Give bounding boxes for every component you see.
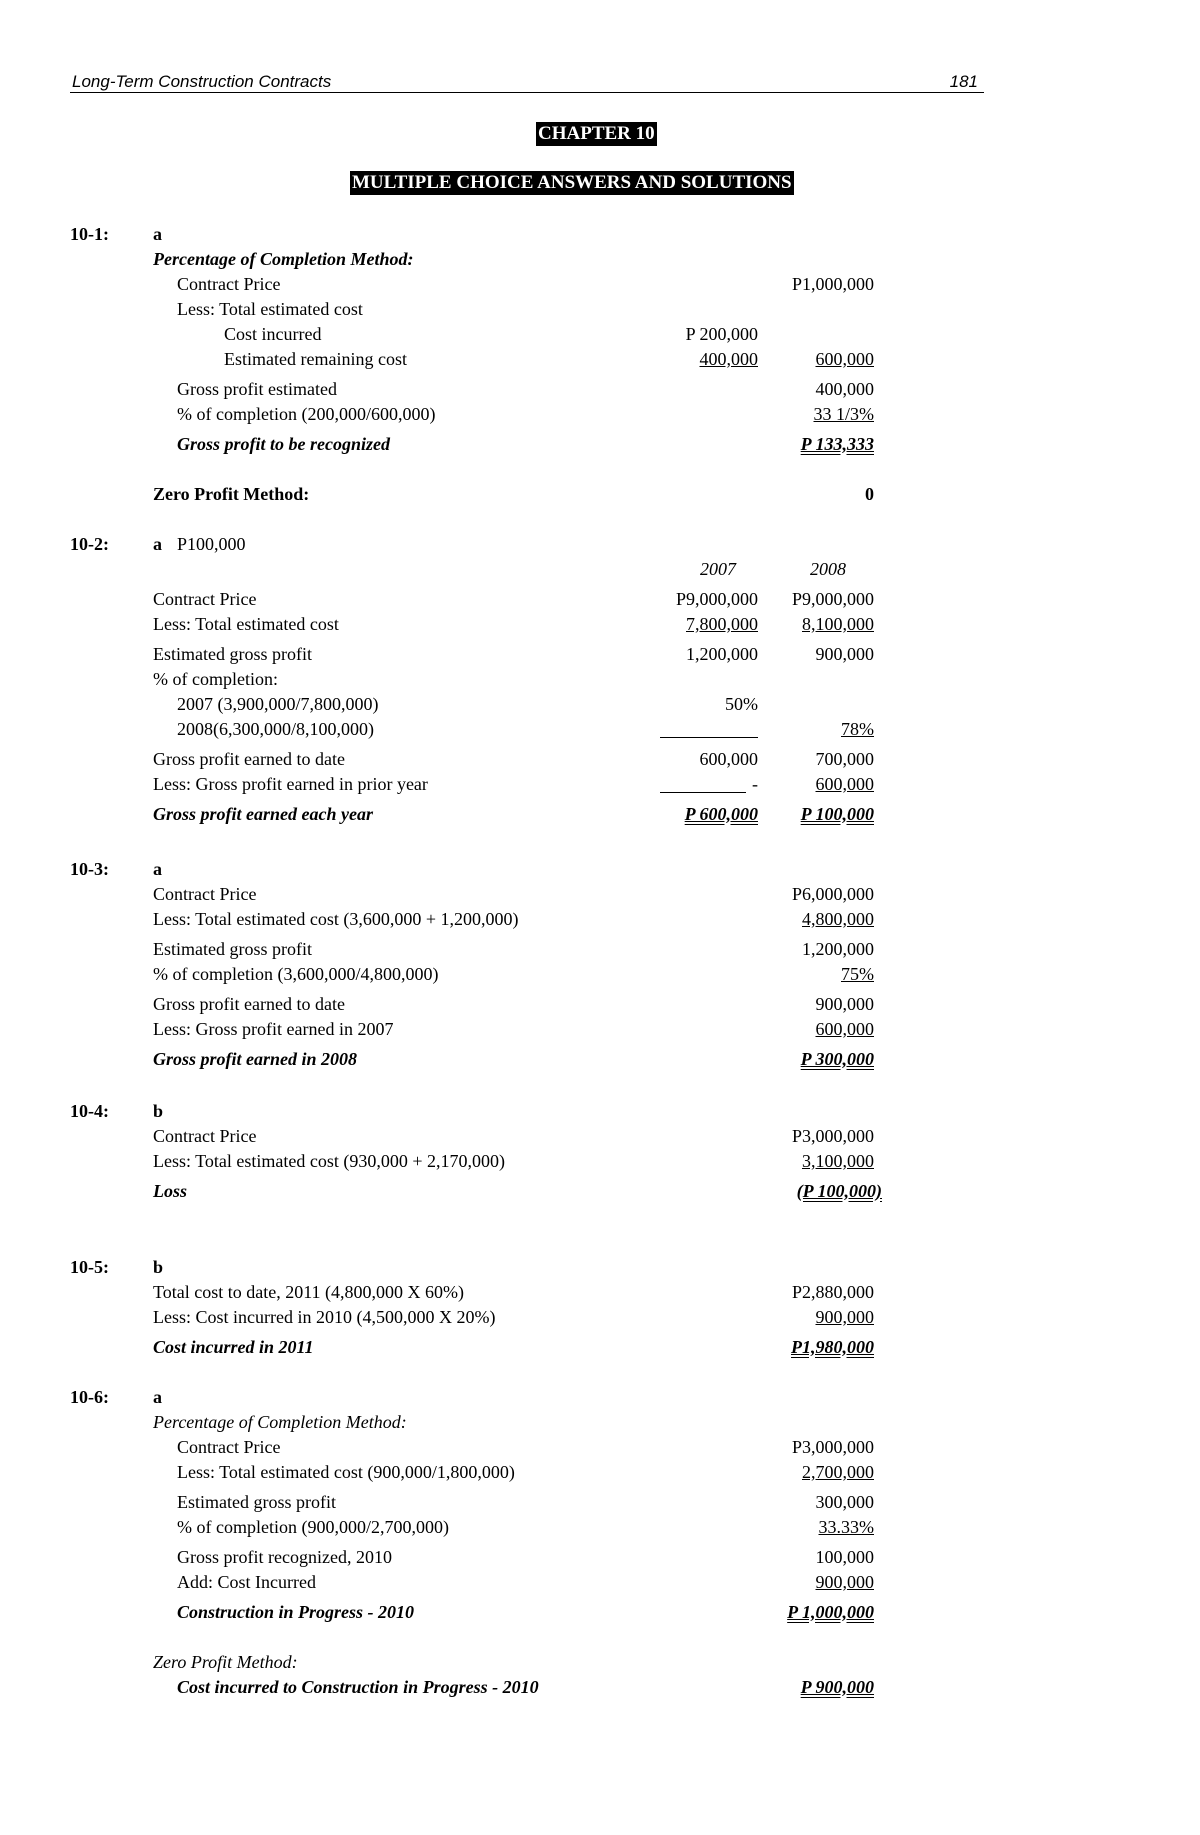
row-value: 900,000 xyxy=(815,644,874,664)
method-heading: Percentage of Completion Method: xyxy=(153,1412,407,1432)
row-value: 75% xyxy=(841,964,874,984)
answer-letter: a xyxy=(153,859,162,879)
row-label: Add: Cost Incurred xyxy=(177,1572,316,1592)
row-label: Less: Total estimated cost xyxy=(153,614,339,634)
row-value: 33 1/3% xyxy=(813,404,874,424)
year-header: 2008 xyxy=(810,559,846,579)
row-value: P1,000,000 xyxy=(791,274,874,294)
answer-text: P100,000 xyxy=(177,534,246,554)
row-value: 3,100,000 xyxy=(802,1151,874,1171)
result-value: P 600,000 xyxy=(684,804,758,824)
row-value: - xyxy=(752,774,758,794)
row-value: P9,000,000 xyxy=(791,589,874,609)
row-value: 7,800,000 xyxy=(686,614,758,634)
result-value: P 1,000,000 xyxy=(787,1602,874,1622)
result-label: Gross profit to be recognized xyxy=(177,434,390,454)
row-label: % of completion (3,600,000/4,800,000) xyxy=(153,964,439,984)
row-label: Gross profit recognized, 2010 xyxy=(177,1547,392,1567)
row-value: P3,000,000 xyxy=(791,1437,874,1457)
row-label: % of completion: xyxy=(153,669,278,689)
result-value: P1,980,000 xyxy=(791,1337,874,1357)
problem-label: 10-3: xyxy=(70,859,109,879)
problem-label: 10-4: xyxy=(70,1101,109,1121)
row-value: 900,000 xyxy=(815,1572,874,1592)
method-heading: Zero Profit Method: xyxy=(153,1652,298,1672)
section-heading: MULTIPLE CHOICE ANSWERS AND SOLUTIONS xyxy=(352,172,792,193)
answer-letter: a xyxy=(153,224,162,244)
result-value: P 133,333 xyxy=(800,434,874,454)
chapter-heading: CHAPTER 10 xyxy=(538,123,655,144)
running-header xyxy=(70,72,984,93)
row-value: 1,200,000 xyxy=(802,939,874,959)
row-value: 8,100,000 xyxy=(802,614,874,634)
row-value: 700,000 xyxy=(815,749,874,769)
result-value: P 900,000 xyxy=(800,1677,874,1697)
problem-label: 10-1: xyxy=(70,224,109,244)
answer-letter: a xyxy=(153,534,162,554)
row-value: 33.33% xyxy=(818,1517,874,1537)
page-number: 181 xyxy=(949,72,978,91)
row-value: 50% xyxy=(725,694,758,714)
row-label: Estimated gross profit xyxy=(177,1492,336,1512)
row-label: Less: Total estimated cost (3,600,000 + 1,200,000) xyxy=(153,909,519,929)
row-value: 600,000 xyxy=(815,774,874,794)
row-label: Less: Cost incurred in 2010 (4,500,000 X 20%) xyxy=(153,1307,496,1327)
row-value: 600,000 xyxy=(815,1019,874,1039)
row-value: 100,000 xyxy=(815,1547,874,1567)
row-value: 78% xyxy=(841,719,874,739)
blank-underline xyxy=(660,720,758,738)
row-value: 600,000 xyxy=(815,349,874,369)
running-header-title: Long-Term Construction Contracts xyxy=(72,72,332,91)
row-label: Less: Total estimated cost xyxy=(177,299,363,319)
row-value: 1,200,000 xyxy=(686,644,758,664)
result-label: Cost incurred to Construction in Progress - 2010 xyxy=(177,1677,539,1697)
problem-label: 10-2: xyxy=(70,534,109,554)
row-label: Contract Price xyxy=(153,1126,257,1146)
result-label: Construction in Progress - 2010 xyxy=(177,1602,415,1622)
row-label: 2008(6,300,000/8,100,000) xyxy=(177,719,374,739)
row-label: Contract Price xyxy=(153,884,257,904)
result-value: P 100,000 xyxy=(800,804,874,824)
row-label: Less: Total estimated cost (930,000 + 2,170,000) xyxy=(153,1151,506,1171)
row-label: % of completion (900,000/2,700,000) xyxy=(177,1517,449,1537)
row-value: 300,000 xyxy=(815,1492,874,1512)
row-value: P 200,000 xyxy=(685,324,758,344)
row-label: Estimated gross profit xyxy=(153,939,312,959)
row-label: % of completion (200,000/600,000) xyxy=(177,404,436,424)
row-label: Less: Gross profit earned in 2007 xyxy=(153,1019,394,1039)
row-label: Less: Gross profit earned in prior year xyxy=(153,774,428,794)
row-label: Less: Total estimated cost (900,000/1,800,000) xyxy=(177,1462,515,1482)
method-heading: Zero Profit Method: xyxy=(153,484,310,504)
method-heading: Percentage of Completion Method: xyxy=(153,249,414,269)
row-value: 400,000 xyxy=(699,349,758,369)
result-label: Gross profit earned in 2008 xyxy=(153,1049,358,1069)
row-value: 900,000 xyxy=(815,994,874,1014)
answer-letter: a xyxy=(153,1387,162,1407)
row-label: Estimated remaining cost xyxy=(224,349,407,369)
row-label: Gross profit estimated xyxy=(177,379,337,399)
row-label: Total cost to date, 2011 (4,800,000 X 60%) xyxy=(153,1282,465,1302)
result-value: P 300,000 xyxy=(800,1049,874,1069)
row-label: Contract Price xyxy=(153,589,257,609)
row-value: 900,000 xyxy=(815,1307,874,1327)
row-label: Gross profit earned to date xyxy=(153,994,345,1014)
result-value: (P 100,000) xyxy=(796,1181,882,1201)
row-label: Cost incurred xyxy=(224,324,322,344)
row-value: 4,800,000 xyxy=(802,909,874,929)
problem-label: 10-6: xyxy=(70,1387,109,1407)
row-label: Contract Price xyxy=(177,274,281,294)
answer-letter: b xyxy=(153,1257,164,1277)
result-label: Cost incurred in 2011 xyxy=(153,1337,314,1357)
row-value: 2,700,000 xyxy=(802,1462,874,1482)
row-value: 600,000 xyxy=(699,749,758,769)
row-value: P6,000,000 xyxy=(791,884,874,904)
year-header: 2007 xyxy=(700,559,736,579)
problem-label: 10-5: xyxy=(70,1257,109,1277)
row-label: Estimated gross profit xyxy=(153,644,312,664)
row-label: Contract Price xyxy=(177,1437,281,1457)
result-label: Loss xyxy=(153,1181,188,1201)
row-value: P2,880,000 xyxy=(791,1282,874,1302)
row-value: P3,000,000 xyxy=(791,1126,874,1146)
row-value: 0 xyxy=(865,484,874,504)
result-label: Gross profit earned each year xyxy=(153,804,373,824)
row-value: P9,000,000 xyxy=(675,589,758,609)
row-value: 400,000 xyxy=(815,379,874,399)
row-label: 2007 (3,900,000/7,800,000) xyxy=(177,694,379,714)
row-label: Gross profit earned to date xyxy=(153,749,345,769)
answer-letter: b xyxy=(153,1101,164,1121)
